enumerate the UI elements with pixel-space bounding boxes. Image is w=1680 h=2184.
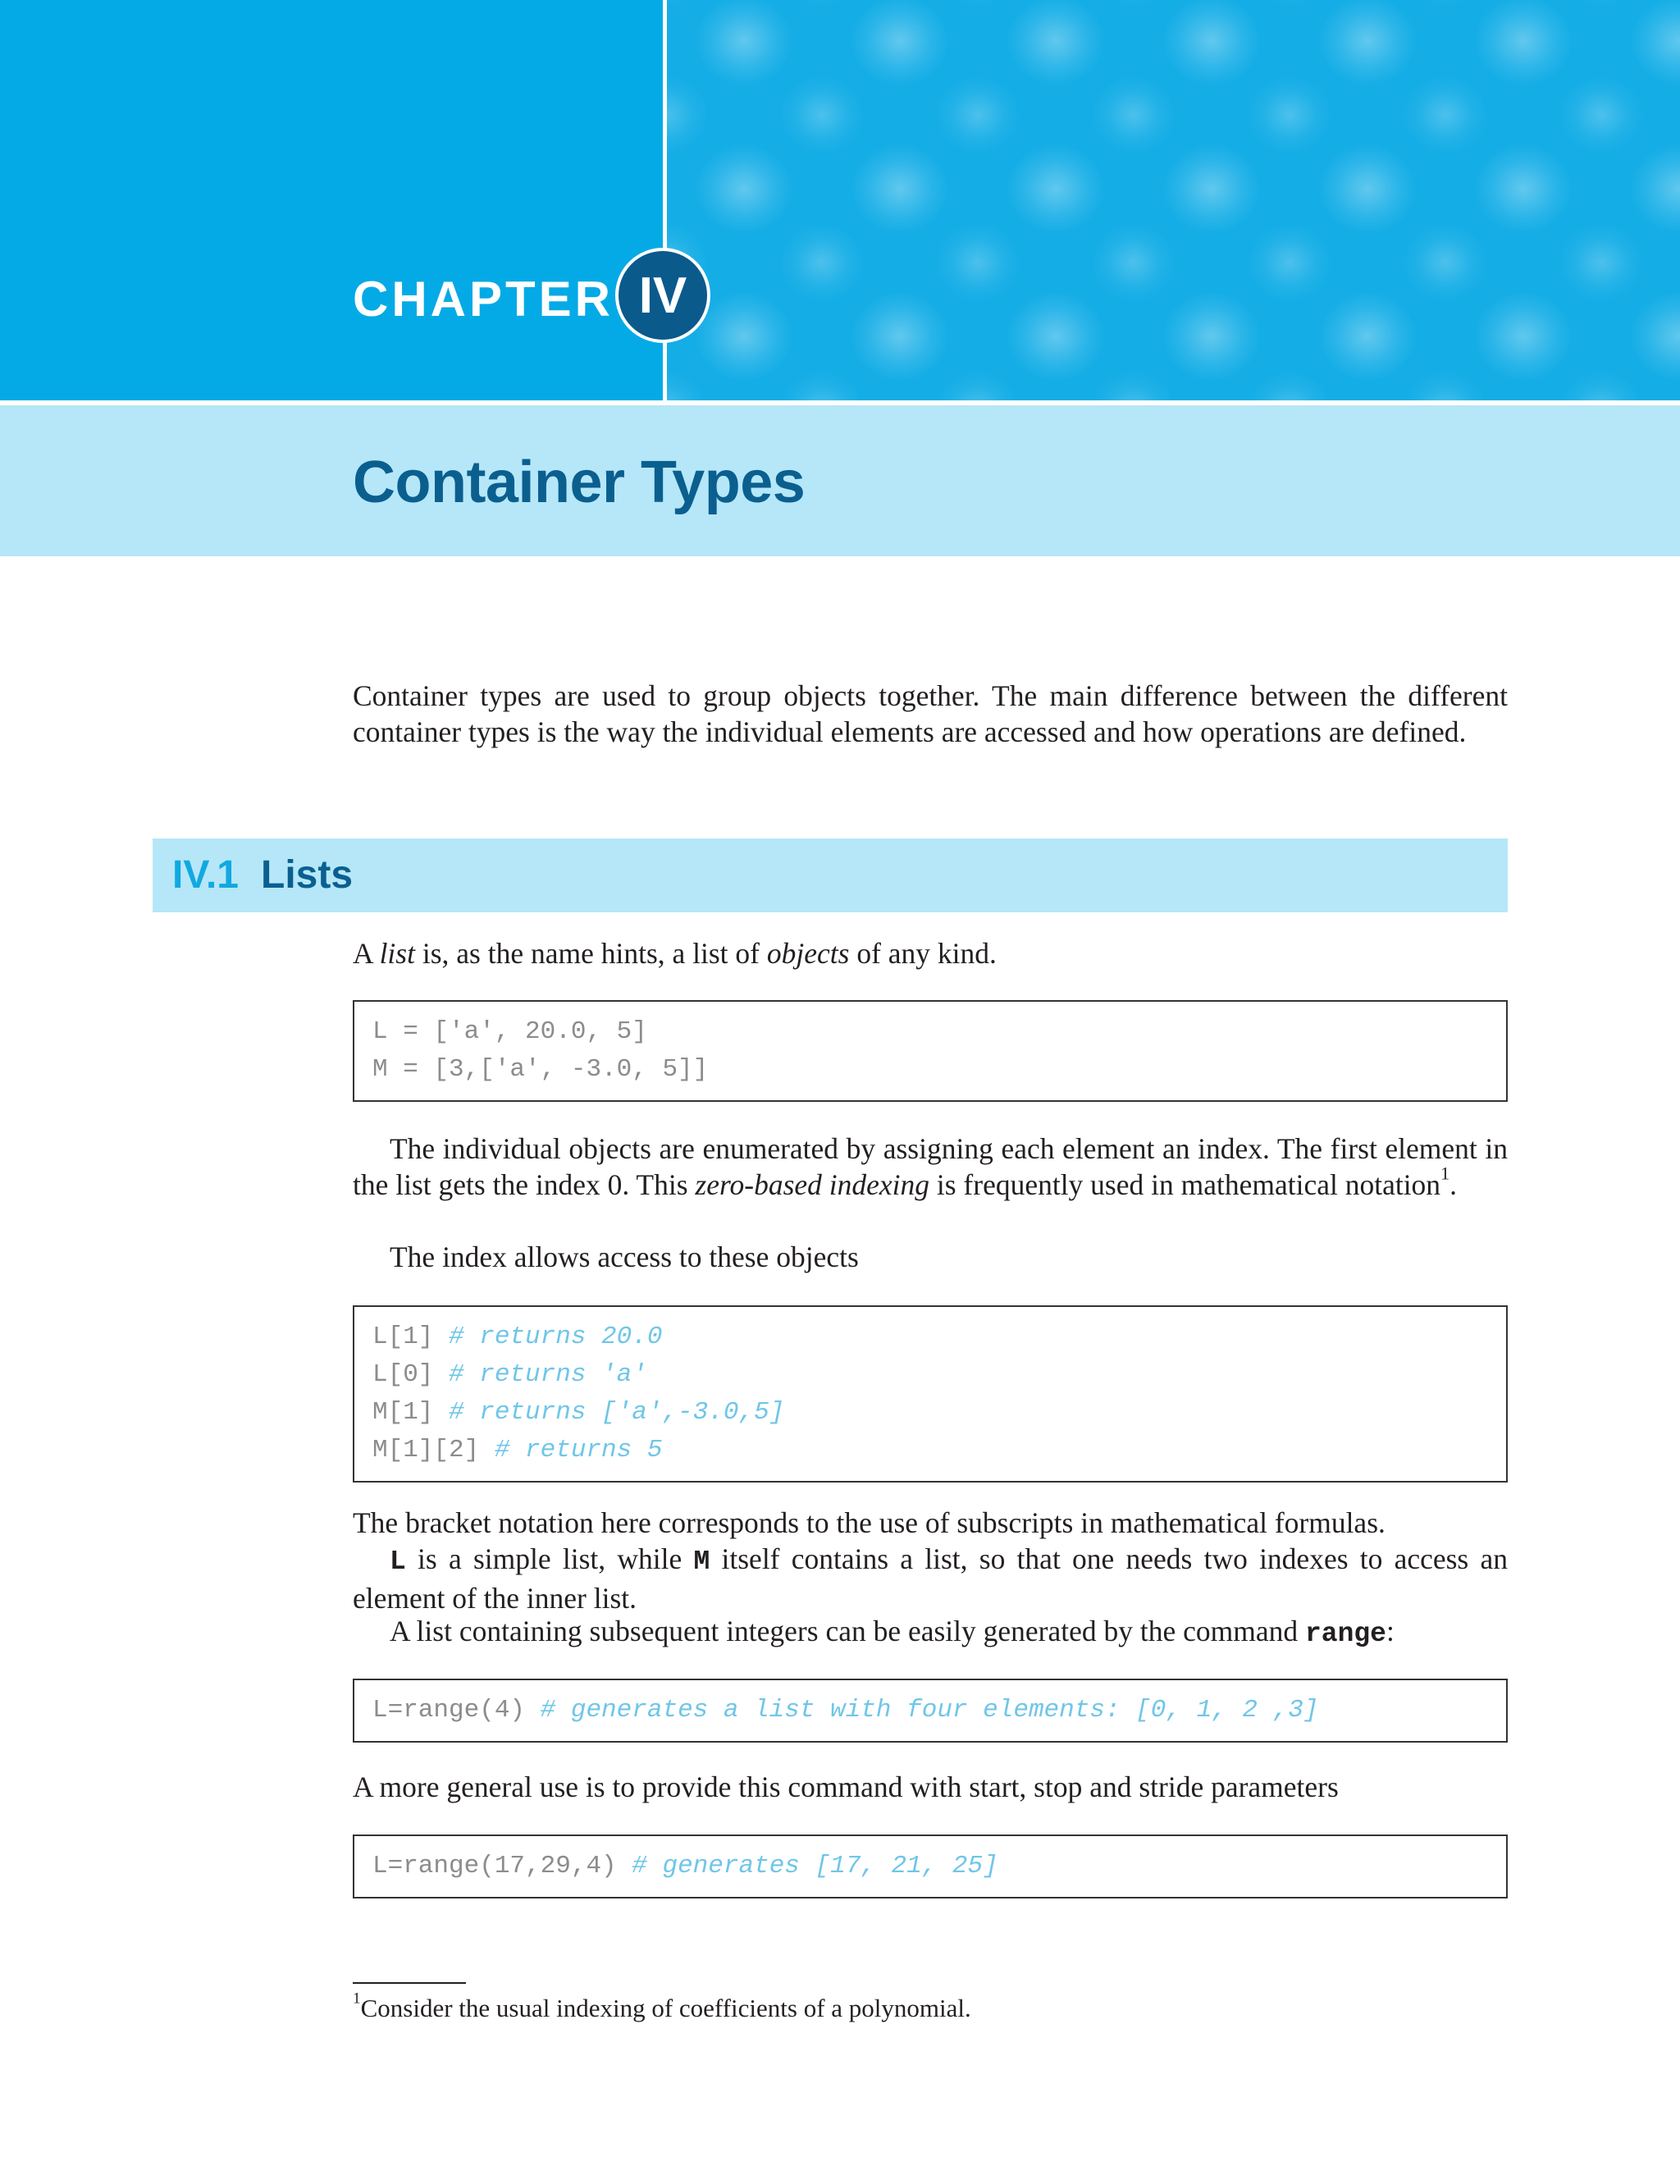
- code-block-range-stride: [353, 1834, 1508, 1898]
- emphasis-objects: objects: [766, 937, 850, 970]
- text-run: of any kind.: [849, 937, 997, 970]
- text-run: A: [353, 937, 380, 970]
- index-access-paragraph: The index allows access to these objects: [390, 1240, 859, 1273]
- text-run: .: [1449, 1168, 1457, 1201]
- footnote-mark: 1: [353, 1990, 361, 2008]
- code-line: [372, 1692, 1488, 1729]
- text-run: The individual objects are enumerated by assigning each element an index. The first element in the list gets the index 0. This: [353, 1132, 1508, 1201]
- code-line: [372, 1432, 1488, 1469]
- page-title: Container Types: [353, 450, 806, 515]
- emphasis-list: list: [379, 937, 415, 970]
- bracket-notation-paragraph: The bracket notation here corresponds to the use of subscripts in mathematical formulas.: [353, 1506, 1386, 1539]
- inline-code-L: L: [390, 1547, 406, 1577]
- nested-list-paragraph: [353, 1541, 1508, 1616]
- code-comment: # generates [17, 21, 25]: [632, 1852, 998, 1880]
- code-text: M[1][2]: [372, 1436, 495, 1464]
- code-comment: # returns 'a': [449, 1360, 647, 1389]
- code-text: L=range(4): [372, 1696, 541, 1725]
- section-number: IV.1: [172, 853, 239, 897]
- code-line: M = [3,['a', -3.0, 5]]: [372, 1055, 709, 1084]
- text-run: is, as the name hints, a list of: [414, 937, 767, 970]
- code-line: L = ['a', 20.0, 5]: [372, 1017, 647, 1046]
- code-comment: # returns 20.0: [449, 1323, 663, 1351]
- list-definition-paragraph: [353, 935, 1508, 971]
- code-block-index-access: [353, 1305, 1508, 1483]
- code-line: [372, 1394, 1488, 1432]
- text-run: :: [1386, 1615, 1395, 1647]
- footnote-rule: [353, 1982, 466, 1984]
- code-comment: # returns ['a',-3.0,5]: [449, 1398, 785, 1427]
- title-band: [0, 405, 1680, 556]
- code-line: [372, 1848, 1488, 1885]
- section-title: Lists: [261, 853, 354, 897]
- code-comment: # generates a list with four elements: [0, 1, 2 ,3]: [540, 1696, 1319, 1725]
- footnote-reference[interactable]: 1: [1440, 1163, 1450, 1184]
- code-text: L[1]: [372, 1323, 450, 1351]
- chapter-number-badge: IV: [615, 248, 710, 343]
- general-range-paragraph: A more general use is to provide this command with start, stop and stride parameters: [353, 1771, 1339, 1803]
- intro-paragraph: Container types are used to group objects together. The main difference between the different container types is the way the individual elements are accessed and how operations are defined.: [353, 679, 1508, 748]
- code-block-range: [353, 1679, 1508, 1743]
- chapter-label: CHAPTER: [353, 272, 614, 327]
- chapter-banner: [0, 0, 1680, 400]
- text-run: itself contains a list, so that one needs two indexes to access an element of the inner list.: [353, 1542, 1508, 1615]
- footnote: [353, 1992, 971, 2025]
- text-run: A list containing subsequent integers can be easily generated by the command: [390, 1615, 1305, 1647]
- text-run: is a simple list, while: [405, 1542, 694, 1575]
- code-text: L=range(17,29,4): [372, 1852, 632, 1880]
- emphasis-zero-based-indexing: zero-based indexing: [695, 1168, 929, 1201]
- code-text: M[1]: [372, 1398, 450, 1427]
- code-line: [372, 1356, 1488, 1394]
- footnote-text: Consider the usual indexing of coefficients of a polynomial.: [360, 1994, 971, 2022]
- section-heading-band: [153, 838, 1508, 912]
- code-text: L[0]: [372, 1360, 450, 1389]
- indexing-paragraph: [353, 1131, 1508, 1203]
- code-comment: # returns 5: [494, 1436, 663, 1464]
- banner-dot-pattern: [666, 0, 1680, 400]
- inline-code-range: range: [1304, 1619, 1386, 1649]
- code-line: [372, 1318, 1488, 1356]
- range-paragraph: [353, 1613, 1508, 1652]
- text-run: is frequently used in mathematical notation: [929, 1168, 1441, 1201]
- code-block-list-definition: [353, 1000, 1508, 1102]
- inline-code-M: M: [693, 1547, 710, 1577]
